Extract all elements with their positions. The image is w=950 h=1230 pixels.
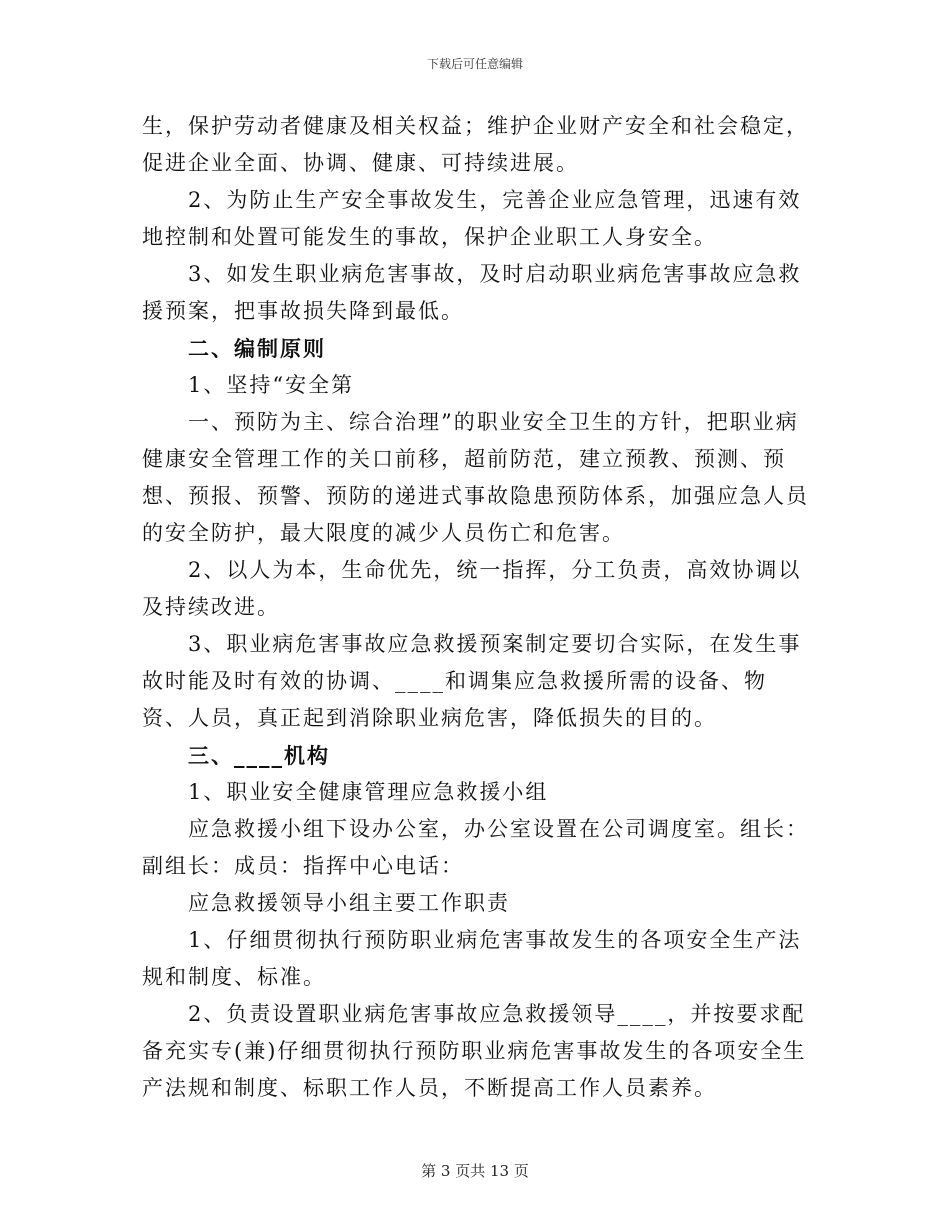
page-header: 下载后可任意编辑 bbox=[426, 57, 523, 71]
paragraph-duties-title: 应急救援领导小组主要工作职责 bbox=[188, 891, 510, 915]
paragraph-principle-2: 2、以人为本，生命优先，统一指挥，分工负责，高效协调以及持续改进。 bbox=[142, 558, 802, 619]
paragraph-org-office: 应急救援小组下设办公室，办公室设置在公司调度室。组长：副组长：成员：指挥中心电话： bbox=[142, 817, 809, 878]
paragraph-duty-2: 2、负责设置职业病危害事故应急救援领导____，并按要求配备充实专(兼)仔细贯彻执行预防职业病危害事故发生的各项安全生产法规和制度、标职工作人员，不断提高工作人员素养。 bbox=[142, 1002, 807, 1100]
section-heading-organization: 三、____机构 bbox=[188, 743, 330, 768]
paragraph-org-group: 1、职业安全健康管理应急救援小组 bbox=[188, 780, 549, 804]
document-body bbox=[142, 108, 812, 1107]
paragraph-principle-1-body: 一、预防为主、综合治理”的职业安全卫生的方针，把职业病健康安全管理工作的关口前移，超前防范，建立预教、预测、预想、预报、预警、预防的递进式事故隐患预防体系，加强应急人员的安全防护，最大限度的减少人员伤亡和危害。 bbox=[142, 410, 809, 545]
paragraph-duty-1: 1、仔细贯彻执行预防职业病危害事故发生的各项安全生产法规和制度、标准。 bbox=[142, 928, 802, 989]
section-heading-principles: 二、编制原则 bbox=[188, 336, 326, 361]
paragraph-intro-continued: 生，保护劳动者健康及相关权益；维护企业财产安全和社会稳定，促进企业全面、协调、健康、可持续进展。 bbox=[142, 114, 809, 175]
paragraph-purpose-3: 3、如发生职业病危害事故，及时启动职业病危害事故应急救援预案，把事故损失降到最低。 bbox=[142, 262, 802, 323]
paragraph-principle-3: 3、职业病危害事故应急救援预案制定要切合实际，在发生事故时能及时有效的协调、____和调集应急救援所需的设备、物资、人员，真正起到消除职业病危害，降低损失的目的。 bbox=[142, 632, 802, 730]
paragraph-purpose-2: 2、为防止生产安全事故发生，完善企业应急管理，迅速有效地控制和处置可能发生的事故，保护企业职工人身安全。 bbox=[142, 188, 802, 249]
paragraph-principle-1-start: 1、坚持“安全第 bbox=[188, 373, 355, 397]
page-footer: 第 3 页共 13 页 bbox=[421, 1162, 529, 1180]
